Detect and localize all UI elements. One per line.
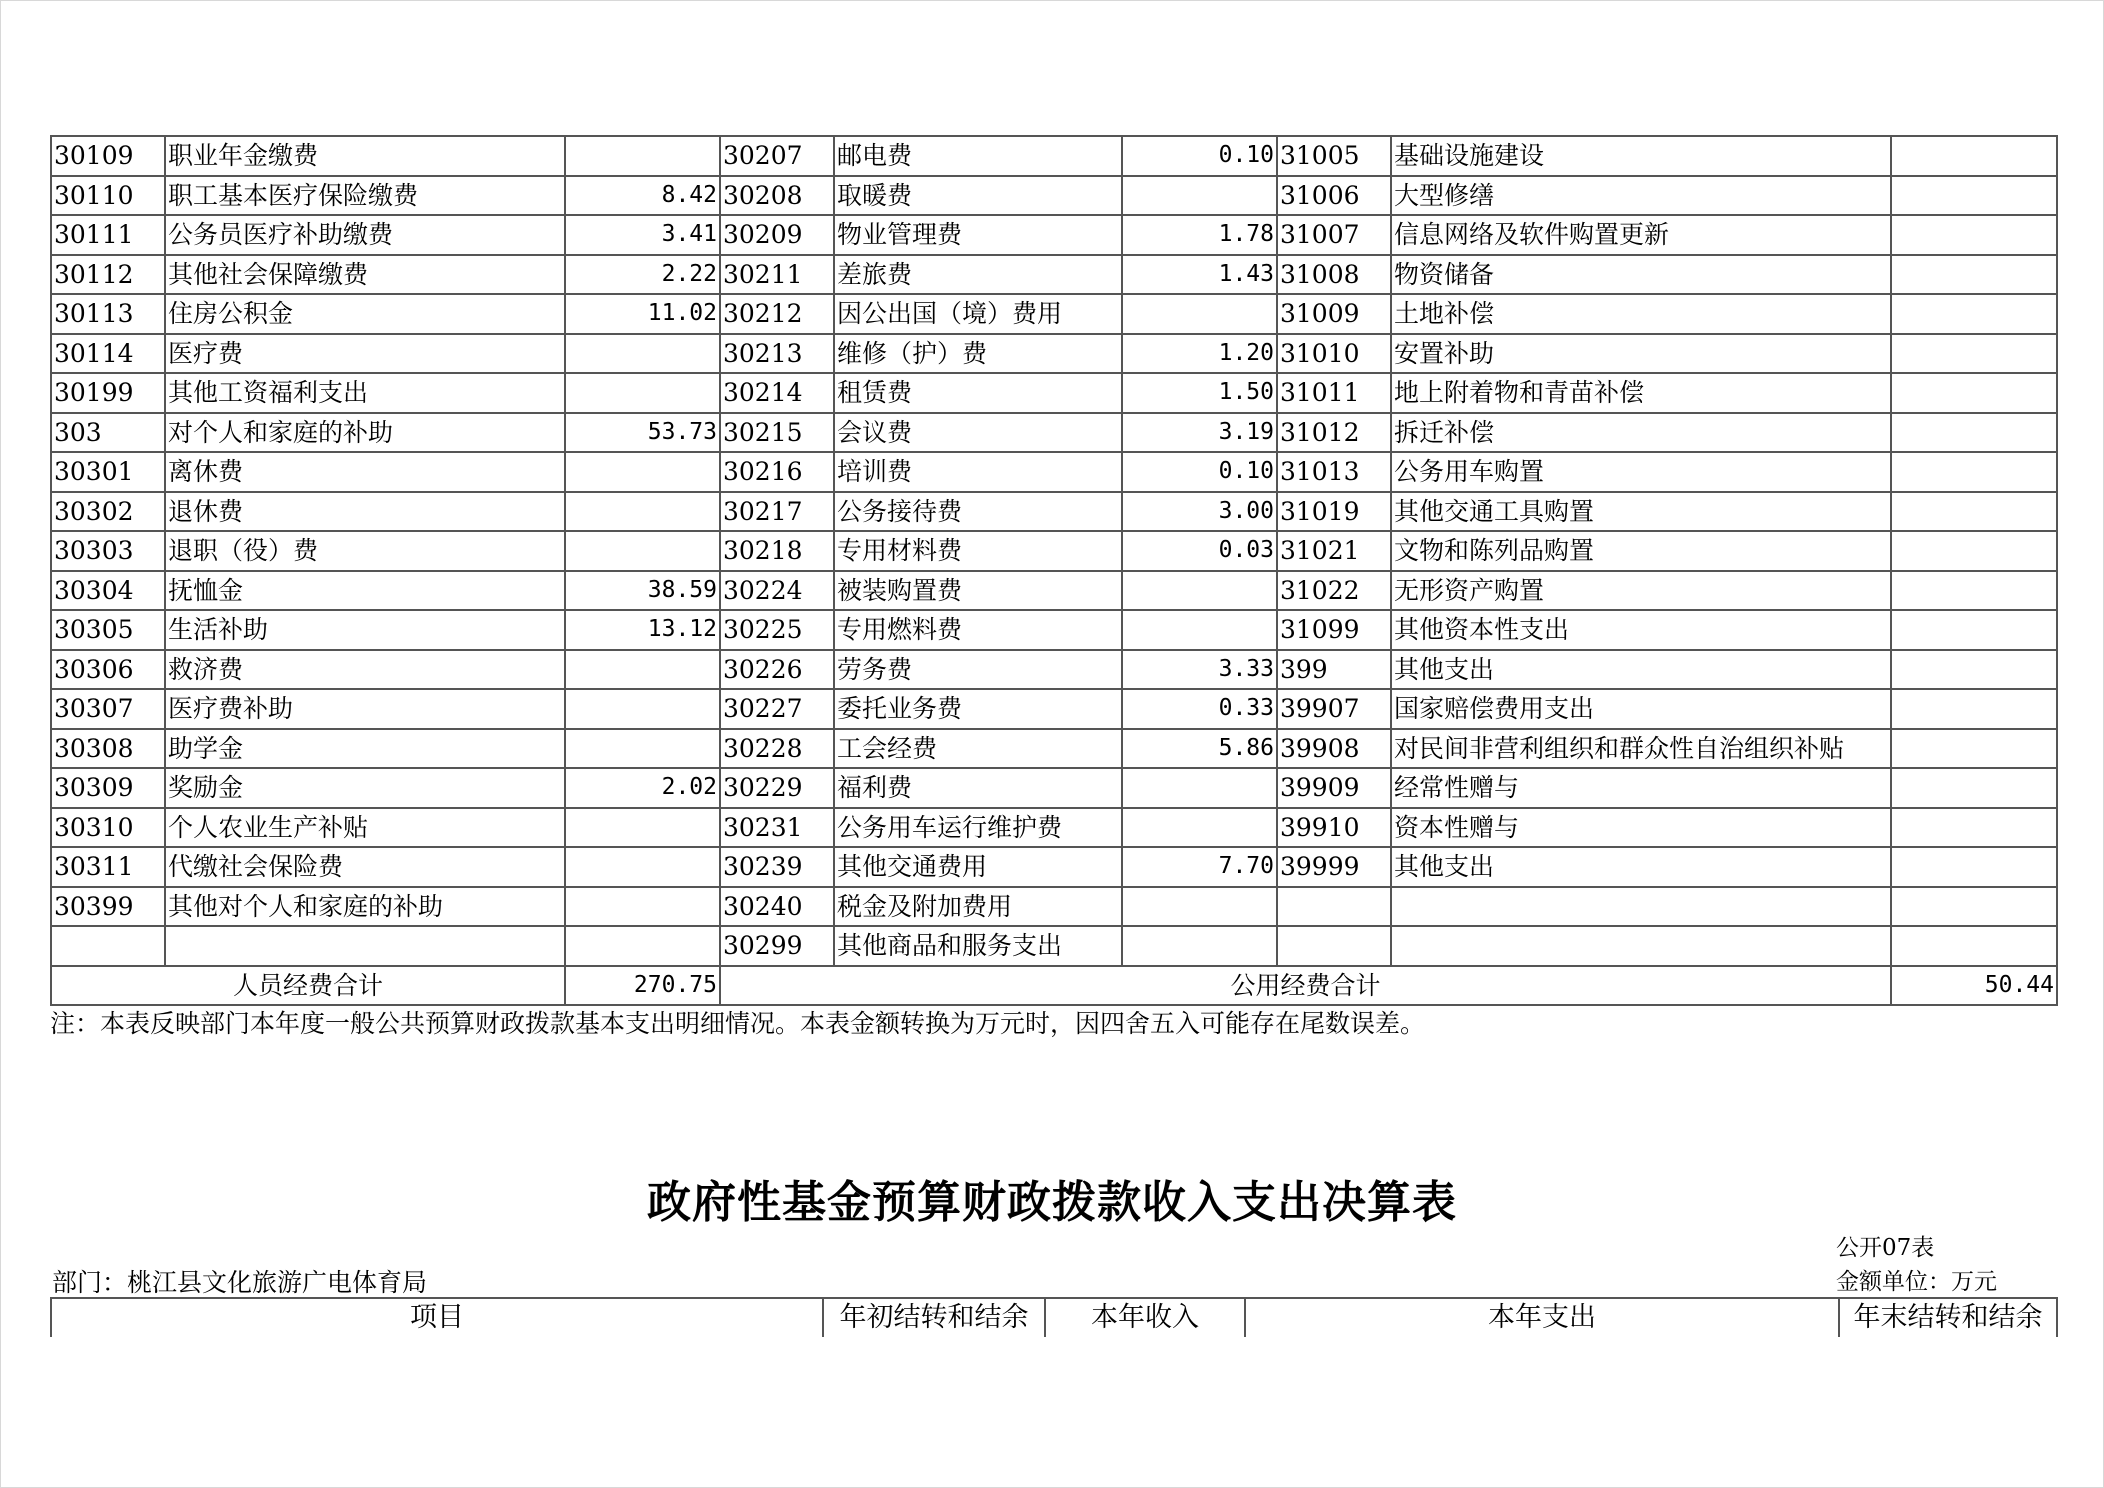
table-row xyxy=(51,729,2057,769)
econ-code-3: 31008 xyxy=(1277,255,1391,295)
amount-2: 0.10 xyxy=(1122,136,1277,176)
amount-2 xyxy=(1122,926,1277,966)
personnel-total-label: 人员经费合计 xyxy=(51,966,565,1006)
amount-3 xyxy=(1891,492,2057,532)
item-name-2: 培训费 xyxy=(834,452,1122,492)
item-name-2: 差旅费 xyxy=(834,255,1122,295)
amount-1 xyxy=(565,136,720,176)
item-name-1: 住房公积金 xyxy=(165,294,565,334)
econ-code-3: 31099 xyxy=(1277,610,1391,650)
item-name-3: 资本性赠与 xyxy=(1391,808,1891,848)
econ-code-1: 30310 xyxy=(51,808,165,848)
item-name-3: 基础设施建设 xyxy=(1391,136,1891,176)
item-name-3: 拆迁补偿 xyxy=(1391,413,1891,453)
item-name-3 xyxy=(1391,887,1891,927)
item-name-3: 其他支出 xyxy=(1391,650,1891,690)
econ-code-1: 30113 xyxy=(51,294,165,334)
amount-3 xyxy=(1891,334,2057,374)
amount-1 xyxy=(565,452,720,492)
amount-3 xyxy=(1891,373,2057,413)
amount-1: 2.02 xyxy=(565,768,720,808)
table-row xyxy=(51,531,2057,571)
item-name-2: 会议费 xyxy=(834,413,1122,453)
amount-2: 1.20 xyxy=(1122,334,1277,374)
item-name-1: 对个人和家庭的补助 xyxy=(165,413,565,453)
econ-code-3: 39910 xyxy=(1277,808,1391,848)
amount-2: 0.10 xyxy=(1122,452,1277,492)
amount-2 xyxy=(1122,610,1277,650)
item-name-3: 信息网络及软件购置更新 xyxy=(1391,215,1891,255)
amount-1 xyxy=(565,887,720,927)
econ-code-3: 31006 xyxy=(1277,176,1391,216)
amount-1 xyxy=(565,531,720,571)
econ-code-1: 30110 xyxy=(51,176,165,216)
econ-code-3: 31021 xyxy=(1277,531,1391,571)
amount-1: 3.41 xyxy=(565,215,720,255)
amount-3 xyxy=(1891,215,2057,255)
amount-2: 1.43 xyxy=(1122,255,1277,295)
item-name-3 xyxy=(1391,926,1891,966)
item-name-3: 公务用车购置 xyxy=(1391,452,1891,492)
item-name-3: 对民间非营利组织和群众性自治组织补贴 xyxy=(1391,729,1891,769)
amount-1 xyxy=(565,729,720,769)
amount-1 xyxy=(565,689,720,729)
econ-code-2: 30209 xyxy=(720,215,834,255)
table-row xyxy=(51,650,2057,690)
table-row xyxy=(51,808,2057,848)
econ-code-3: 31022 xyxy=(1277,571,1391,611)
amount-3 xyxy=(1891,176,2057,216)
table-note: 注：本表反映部门本年度一般公共预算财政拨款基本支出明细情况。本表金额转换为万元时，因四舍五入可能存在尾数误差。 xyxy=(50,1009,1426,1038)
item-name-1: 其他对个人和家庭的补助 xyxy=(165,887,565,927)
item-name-2: 专用材料费 xyxy=(834,531,1122,571)
table-row xyxy=(51,492,2057,532)
econ-code-1: 30301 xyxy=(51,452,165,492)
amount-1 xyxy=(565,808,720,848)
econ-code-2: 30214 xyxy=(720,373,834,413)
item-name-3: 安置补助 xyxy=(1391,334,1891,374)
table-row xyxy=(51,215,2057,255)
econ-code-3: 39909 xyxy=(1277,768,1391,808)
econ-code-3: 31012 xyxy=(1277,413,1391,453)
amount-3 xyxy=(1891,847,2057,887)
amount-3 xyxy=(1891,729,2057,769)
econ-code-3: 39908 xyxy=(1277,729,1391,769)
item-name-2: 工会经费 xyxy=(834,729,1122,769)
amount-3 xyxy=(1891,413,2057,453)
econ-code-1: 30304 xyxy=(51,571,165,611)
table-row xyxy=(51,847,2057,887)
econ-code-1: 30303 xyxy=(51,531,165,571)
econ-code-3: 39999 xyxy=(1277,847,1391,887)
econ-code-3 xyxy=(1277,887,1391,927)
item-name-2: 专用燃料费 xyxy=(834,610,1122,650)
table-row xyxy=(51,926,2057,966)
amount-3 xyxy=(1891,610,2057,650)
amount-3 xyxy=(1891,294,2057,334)
econ-code-2: 30211 xyxy=(720,255,834,295)
item-name-2: 租赁费 xyxy=(834,373,1122,413)
amount-2: 1.50 xyxy=(1122,373,1277,413)
header-opening-balance: 年初结转和结余 xyxy=(823,1298,1045,1337)
amount-2 xyxy=(1122,887,1277,927)
econ-code-1 xyxy=(51,926,165,966)
amount-1: 8.42 xyxy=(565,176,720,216)
item-name-1: 公务员医疗补助缴费 xyxy=(165,215,565,255)
item-name-2: 其他交通费用 xyxy=(834,847,1122,887)
econ-code-2: 30299 xyxy=(720,926,834,966)
econ-code-2: 30216 xyxy=(720,452,834,492)
item-name-1: 其他社会保障缴费 xyxy=(165,255,565,295)
item-name-2: 被装购置费 xyxy=(834,571,1122,611)
item-name-1: 助学金 xyxy=(165,729,565,769)
econ-code-2: 30218 xyxy=(720,531,834,571)
econ-code-3: 31005 xyxy=(1277,136,1391,176)
econ-code-1: 30111 xyxy=(51,215,165,255)
table-row xyxy=(51,689,2057,729)
basic-expenditure-detail-table xyxy=(50,135,2058,1006)
item-name-1: 医疗费补助 xyxy=(165,689,565,729)
department-label: 部门：桃江县文化旅游广电体育局 xyxy=(52,1268,428,1297)
item-name-1: 救济费 xyxy=(165,650,565,690)
header-row xyxy=(51,1298,2057,1337)
item-name-2: 劳务费 xyxy=(834,650,1122,690)
econ-code-2: 30207 xyxy=(720,136,834,176)
econ-code-3: 31010 xyxy=(1277,334,1391,374)
item-name-3: 其他资本性支出 xyxy=(1391,610,1891,650)
econ-code-2: 30227 xyxy=(720,689,834,729)
header-item: 项目 xyxy=(51,1298,823,1337)
amount-1 xyxy=(565,926,720,966)
table-row xyxy=(51,887,2057,927)
item-name-1: 抚恤金 xyxy=(165,571,565,611)
item-name-1: 生活补助 xyxy=(165,610,565,650)
table-row xyxy=(51,373,2057,413)
amount-3 xyxy=(1891,136,2057,176)
econ-code-1: 30307 xyxy=(51,689,165,729)
econ-code-1: 30399 xyxy=(51,887,165,927)
item-name-1: 个人农业生产补贴 xyxy=(165,808,565,848)
public-total-label: 公用经费合计 xyxy=(720,966,1891,1006)
econ-code-2: 30215 xyxy=(720,413,834,453)
item-name-2: 物业管理费 xyxy=(834,215,1122,255)
econ-code-1: 30302 xyxy=(51,492,165,532)
amount-1 xyxy=(565,650,720,690)
econ-code-1: 30109 xyxy=(51,136,165,176)
table-row xyxy=(51,768,2057,808)
item-name-3: 无形资产购置 xyxy=(1391,571,1891,611)
econ-code-2: 30225 xyxy=(720,610,834,650)
econ-code-1: 30112 xyxy=(51,255,165,295)
econ-code-2: 30208 xyxy=(720,176,834,216)
item-name-3: 其他交通工具购置 xyxy=(1391,492,1891,532)
amount-2 xyxy=(1122,768,1277,808)
amount-3 xyxy=(1891,571,2057,611)
amount-1: 38.59 xyxy=(565,571,720,611)
item-name-3: 其他支出 xyxy=(1391,847,1891,887)
econ-code-1: 303 xyxy=(51,413,165,453)
econ-code-3: 39907 xyxy=(1277,689,1391,729)
econ-code-3: 31019 xyxy=(1277,492,1391,532)
econ-code-3: 31013 xyxy=(1277,452,1391,492)
item-name-2: 取暖费 xyxy=(834,176,1122,216)
item-name-2: 公务接待费 xyxy=(834,492,1122,532)
amount-3 xyxy=(1891,255,2057,295)
econ-code-2: 30213 xyxy=(720,334,834,374)
amount-2 xyxy=(1122,808,1277,848)
econ-code-1: 30309 xyxy=(51,768,165,808)
econ-code-1: 30306 xyxy=(51,650,165,690)
amount-2 xyxy=(1122,294,1277,334)
amount-1 xyxy=(565,373,720,413)
econ-code-1: 30311 xyxy=(51,847,165,887)
amount-2 xyxy=(1122,571,1277,611)
econ-code-3 xyxy=(1277,926,1391,966)
amount-2 xyxy=(1122,176,1277,216)
amount-2: 0.03 xyxy=(1122,531,1277,571)
econ-code-2: 30212 xyxy=(720,294,834,334)
econ-code-2: 30231 xyxy=(720,808,834,848)
amount-2: 1.78 xyxy=(1122,215,1277,255)
item-name-3: 国家赔偿费用支出 xyxy=(1391,689,1891,729)
econ-code-2: 30239 xyxy=(720,847,834,887)
totals-row xyxy=(51,966,2057,1006)
item-name-2: 邮电费 xyxy=(834,136,1122,176)
amount-1: 2.22 xyxy=(565,255,720,295)
amount-3 xyxy=(1891,650,2057,690)
econ-code-3: 399 xyxy=(1277,650,1391,690)
item-name-1: 医疗费 xyxy=(165,334,565,374)
amount-3 xyxy=(1891,531,2057,571)
item-name-1: 退休费 xyxy=(165,492,565,532)
econ-code-1: 30305 xyxy=(51,610,165,650)
amount-1 xyxy=(565,847,720,887)
item-name-2: 公务用车运行维护费 xyxy=(834,808,1122,848)
item-name-2: 福利费 xyxy=(834,768,1122,808)
item-name-2: 税金及附加费用 xyxy=(834,887,1122,927)
personnel-total-value: 270.75 xyxy=(565,966,720,1006)
table-row xyxy=(51,176,2057,216)
amount-3 xyxy=(1891,452,2057,492)
item-name-2: 维修（护）费 xyxy=(834,334,1122,374)
item-name-3: 经常性赠与 xyxy=(1391,768,1891,808)
table-row xyxy=(51,571,2057,611)
header-income: 本年收入 xyxy=(1045,1298,1245,1337)
table-row xyxy=(51,294,2057,334)
econ-code-1: 30308 xyxy=(51,729,165,769)
item-name-1: 职工基本医疗保险缴费 xyxy=(165,176,565,216)
table-row xyxy=(51,334,2057,374)
item-name-1: 代缴社会保险费 xyxy=(165,847,565,887)
amount-2: 3.19 xyxy=(1122,413,1277,453)
table-row xyxy=(51,255,2057,295)
econ-code-2: 30240 xyxy=(720,887,834,927)
amount-3 xyxy=(1891,926,2057,966)
econ-code-2: 30229 xyxy=(720,768,834,808)
econ-code-1: 30199 xyxy=(51,373,165,413)
item-name-3: 土地补偿 xyxy=(1391,294,1891,334)
amount-unit-label: 金额单位：万元 xyxy=(1836,1269,1997,1295)
amount-2: 0.33 xyxy=(1122,689,1277,729)
table-row xyxy=(51,610,2057,650)
amount-3 xyxy=(1891,768,2057,808)
amount-3 xyxy=(1891,689,2057,729)
amount-1: 11.02 xyxy=(565,294,720,334)
item-name-1: 奖励金 xyxy=(165,768,565,808)
econ-code-3: 31007 xyxy=(1277,215,1391,255)
section-title: 政府性基金预算财政拨款收入支出决算表 xyxy=(647,1177,1457,1228)
table-row xyxy=(51,136,2057,176)
amount-1: 13.12 xyxy=(565,610,720,650)
item-name-1: 职业年金缴费 xyxy=(165,136,565,176)
amount-1: 53.73 xyxy=(565,413,720,453)
header-expenditure: 本年支出 xyxy=(1245,1298,1839,1337)
econ-code-2: 30226 xyxy=(720,650,834,690)
header-closing-balance: 年末结转和结余 xyxy=(1839,1298,2057,1337)
econ-code-3: 31009 xyxy=(1277,294,1391,334)
item-name-3: 地上附着物和青苗补偿 xyxy=(1391,373,1891,413)
table-row xyxy=(51,452,2057,492)
amount-3 xyxy=(1891,808,2057,848)
amount-3 xyxy=(1891,887,2057,927)
amount-1 xyxy=(565,334,720,374)
item-name-2: 其他商品和服务支出 xyxy=(834,926,1122,966)
amount-2: 5.86 xyxy=(1122,729,1277,769)
table-number: 公开07表 xyxy=(1836,1235,1935,1261)
item-name-3: 大型修缮 xyxy=(1391,176,1891,216)
fund-budget-table-header xyxy=(50,1297,2058,1337)
public-total-value: 50.44 xyxy=(1891,966,2057,1006)
econ-code-2: 30228 xyxy=(720,729,834,769)
econ-code-2: 30224 xyxy=(720,571,834,611)
econ-code-3: 31011 xyxy=(1277,373,1391,413)
item-name-3: 物资储备 xyxy=(1391,255,1891,295)
item-name-1: 离休费 xyxy=(165,452,565,492)
econ-code-1: 30114 xyxy=(51,334,165,374)
item-name-2: 委托业务费 xyxy=(834,689,1122,729)
item-name-3: 文物和陈列品购置 xyxy=(1391,531,1891,571)
item-name-1: 退职（役）费 xyxy=(165,531,565,571)
econ-code-2: 30217 xyxy=(720,492,834,532)
amount-2: 3.33 xyxy=(1122,650,1277,690)
amount-1 xyxy=(565,492,720,532)
item-name-1 xyxy=(165,926,565,966)
item-name-2: 因公出国（境）费用 xyxy=(834,294,1122,334)
amount-2: 7.70 xyxy=(1122,847,1277,887)
table-row xyxy=(51,413,2057,453)
amount-2: 3.00 xyxy=(1122,492,1277,532)
item-name-1: 其他工资福利支出 xyxy=(165,373,565,413)
